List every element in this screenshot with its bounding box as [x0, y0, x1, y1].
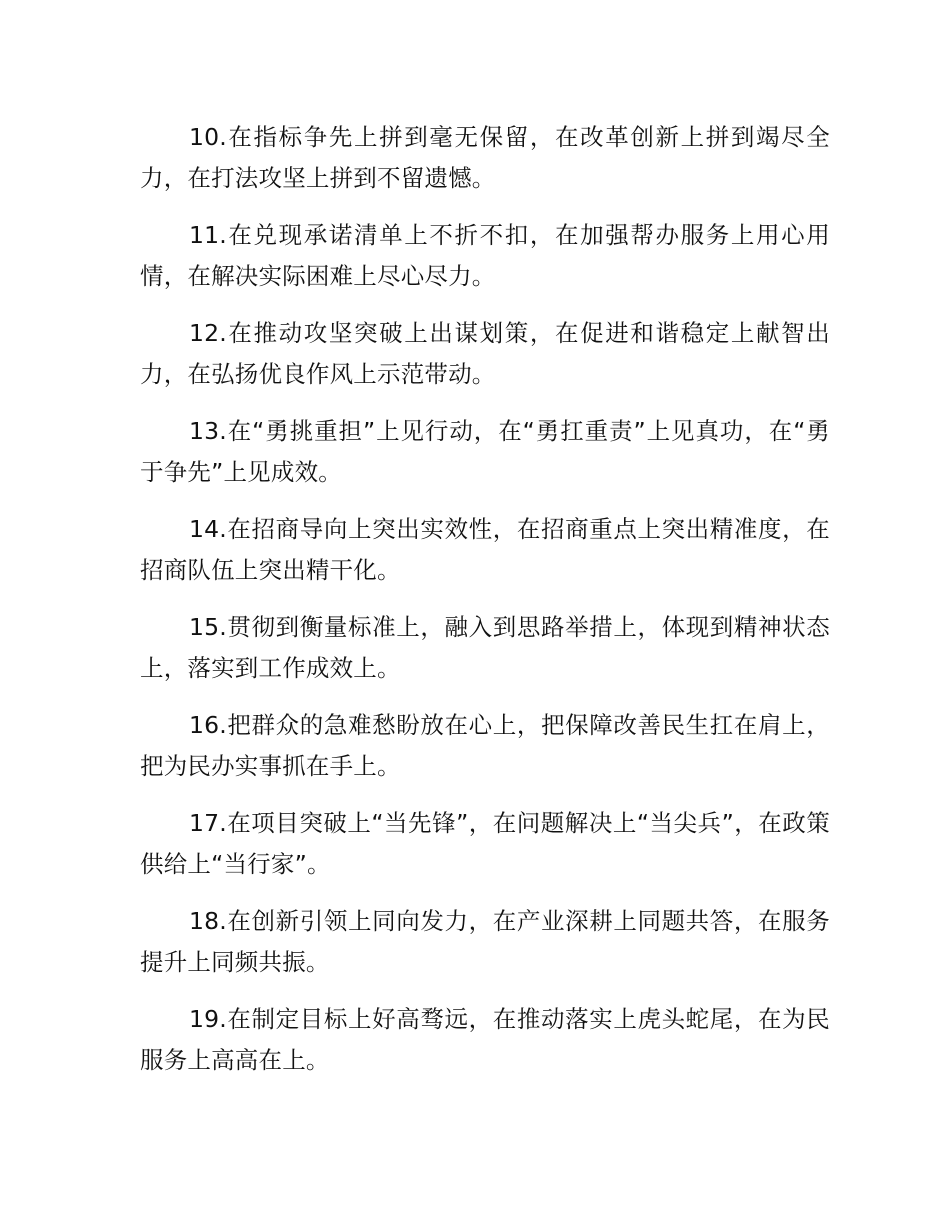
document-body	[140, 117, 830, 1097]
paragraph-17: 17.在项目突破上“当先锋”，在问题解决上“当尖兵”，在政策供给上“当行家”。	[140, 809, 830, 878]
paragraph-11: 11.在兑现承诺清单上不折不扣，在加强帮办服务上用心用情，在解决实际困难上尽心尽力。	[140, 221, 830, 290]
paragraph-12: 12.在推动攻坚突破上出谋划策，在促进和谐稳定上献智出力，在弘扬优良作风上示范带动。	[140, 319, 830, 388]
paragraph-10: 10.在指标争先上拼到毫无保留，在改革创新上拼到竭尽全力，在打法攻坚上拼到不留遗憾。	[140, 123, 830, 192]
paragraph-14: 14.在招商导向上突出实效性，在招商重点上突出精准度，在招商队伍上突出精干化。	[140, 515, 830, 584]
paragraph-15: 15.贯彻到衡量标准上，融入到思路举措上，体现到精神状态上，落实到工作成效上。	[140, 613, 830, 682]
paragraph-16: 16.把群众的急难愁盼放在心上，把保障改善民生扛在肩上，把为民办实事抓在手上。	[140, 711, 830, 780]
paragraph-13: 13.在“勇挑重担”上见行动，在“勇扛重责”上见真功，在“勇于争先”上见成效。	[140, 417, 830, 486]
paragraph-19: 19.在制定目标上好高骛远，在推动落实上虎头蛇尾，在为民服务上高高在上。	[140, 1005, 830, 1074]
paragraph-18: 18.在创新引领上同向发力，在产业深耕上同题共答，在服务提升上同频共振。	[140, 907, 830, 976]
